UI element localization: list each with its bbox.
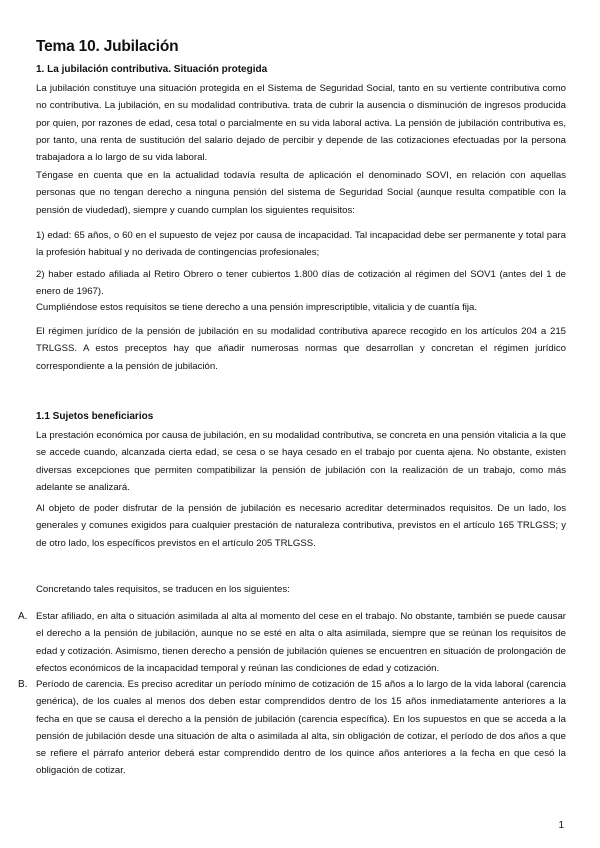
list-item-text: Período de carencia. Es preciso acreditar un período mínimo de cotización de 15 años a lo largo de la vida laboral (carencia genérica), de los cuales al menos dos deben estar comprendidos dentro de los 15 años inmediatamente anteriores a la fecha en que se causa el derecho a la pensión de jubilación (carencia específica). En los supuestos en que se acceda a la pensión de jubilación desde una situación de alta o asimilada al alta, sin obligación de cotizar, el período de dos años a que se refiere el párrafo anterior deberá estar comprendido dentro de los quince años anteriores a la fecha en que cesó la obligación de cotizar. (36, 679, 566, 777)
list-marker: A. (18, 611, 28, 622)
page-title: Tema 10. Jubilación (36, 38, 179, 55)
paragraph-list-intro: Concretando tales requisitos, se traducen en los siguientes: (36, 584, 290, 595)
paragraph-requirement-2: 2) haber estado afiliada al Retiro Obrero o tener cubiertos 1.800 días de cotización al régimen del SOV1 (antes del 1 de enero de 1967). (36, 269, 566, 298)
list-item-text: Estar afiliado, en alta o situación asimilada al alta al momento del cese en el trabajo. No obstante, también se puede causar el derecho a la pensión de jubilación, aunque no se esté en alta o alta asimilada, siempre que se reúnan los requisitos de edad y cotización. Asimismo, tienen derecho a pensión de jubilación quienes se encuentren en situación de prolongación de efectos económicos de la incapacidad temporal y reúnan las condiciones de edad y cotización. (36, 611, 566, 674)
paragraph-requisites: Al objeto de poder disfrutar de la pensión de jubilación es necesario acreditar determinados requisitos. De un lado, los generales y comunes exigidos para cualquier prestación de naturaleza contributiva, previstos en el artículo 165 TRLGSS; y de otro lado, los específicos previstos en el artículo 205 TRLGSS. (36, 503, 566, 549)
page-number: 1 (558, 820, 564, 831)
paragraph-beneficiaries: La prestación económica por causa de jubilación, en su modalidad contributiva, se concreta en una pensión vitalicia a la que se accede cuando, alcanzada cierta edad, se cesa o se haya cesado en el trabajo por cuenta ajena. No obstante, existen diversas excepciones que permiten compatibilizar la pensión de jubilación con la realización de un trabajo, como más adelante se analizará. (36, 430, 566, 493)
paragraph-legal-regime: El régimen jurídico de la pensión de jubilación en su modalidad contributiva aparece recogido en los artículos 204 a 215 TRLGSS. A estos preceptos hay que añadir numerosas normas que desarrollan y concretan el régimen jurídico correspondiente a la pensión de jubilación. (36, 326, 566, 372)
paragraph-sovi: Téngase en cuenta que en la actualidad todavía resulta de aplicación el denominado SOVI, en relación con aquellas personas que no tengan derecho a ninguna pensión del sistema de Seguridad Social (aunque resulta compatible con la pensión de viudedad), siempre y cuando cumplan los siguientes requisitos: (36, 170, 566, 216)
paragraph-requirement-1: 1) edad: 65 años, o 60 en el supuesto de vejez por causa de incapacidad. Tal incapacidad debe ser permanente y total para la profesión habitual y no derivada de contingencias profesionales; (36, 230, 566, 259)
section-subtitle: 1. La jubilación contributiva. Situación protegida (36, 64, 268, 75)
paragraph-pension-right: Cumpliéndose estos requisitos se tiene derecho a una pensión imprescriptible, vitalicia y de cuantía fija. (36, 302, 478, 313)
list-marker: B. (18, 679, 28, 690)
section-heading-beneficiaries: 1.1 Sujetos beneficiarios (36, 411, 154, 422)
paragraph-intro: La jubilación constituye una situación protegida en el Sistema de Seguridad Social, tanto en su vertiente contributiva como no contributiva. La jubilación, en su modalidad contributiva. trata de cubrir la ausencia o disminución de ingresos producida por quien, por razones de edad, cesa total o parcialmente en su vida laboral activa. La pensión de jubilación contributiva es, por tanto, una renta de sustitución del salario dejado de percibir y depende de las cotizaciones efectuadas por la persona trabajadora a lo largo de su vida laboral. (36, 83, 566, 164)
